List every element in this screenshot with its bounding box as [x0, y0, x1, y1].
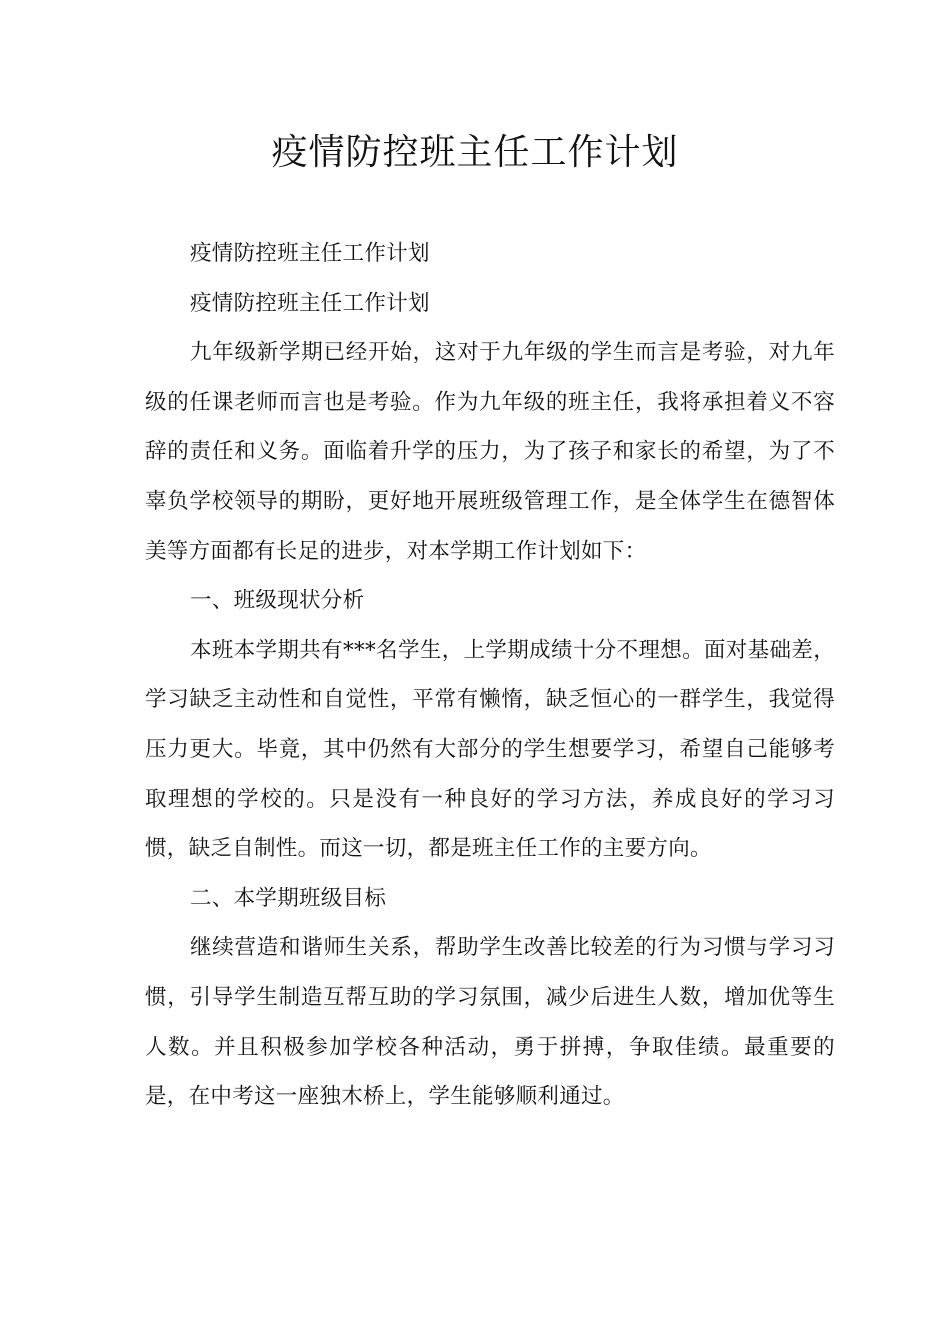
- subtitle-line-1: 疫情防控班主任工作计划: [190, 241, 430, 266]
- document-title: 疫情防控班主任工作计划: [271, 132, 679, 173]
- section-heading-2: 二、本学期班级目标: [190, 885, 387, 911]
- section-1-paragraph: 本班本学期共有***名学生，上学期成绩十分不理想。面对基础差，学习缺乏主动性和自觉性，平常有懒惰，缺乏恒心的一群学生，我觉得压力更大。毕竟，其中仍然有大部分的学生想要学习，希望自己能够考取理想的学校的。只是没有一种良好的学习方法，养成良好的学习习惯，缺乏自制性。而这一切，都是班主任工作的主要方向。: [145, 637, 835, 862]
- section-2-paragraph: 继续营造和谐师生关系，帮助学生改善比较差的行为习惯与学习习惯，引导学生制造互帮互助的学习氛围，减少后进生人数，增加优等生人数。并且积极参加学校各种活动，勇于拼搏，争取佳绩。最重要的是，在中考这一座独木桥上，学生能够顺利通过。: [145, 935, 835, 1110]
- section-heading-1: 一、班级现状分析: [190, 588, 365, 614]
- document-body: [145, 229, 835, 1122]
- intro-paragraph: 九年级新学期已经开始，这对于九年级的学生而言是考验，对九年级的任课老师而言也是考验。作为九年级的班主任，我将承担着义不容辞的责任和义务。面临着升学的压力，为了孩子和家长的希望，为了不辜负学校领导的期盼，更好地开展班级管理工作，是全体学生在德智体美等方面都有长足的进步，对本学期工作计划如下：: [145, 340, 835, 564]
- subtitle-line-2: 疫情防控班主任工作计划: [190, 290, 430, 316]
